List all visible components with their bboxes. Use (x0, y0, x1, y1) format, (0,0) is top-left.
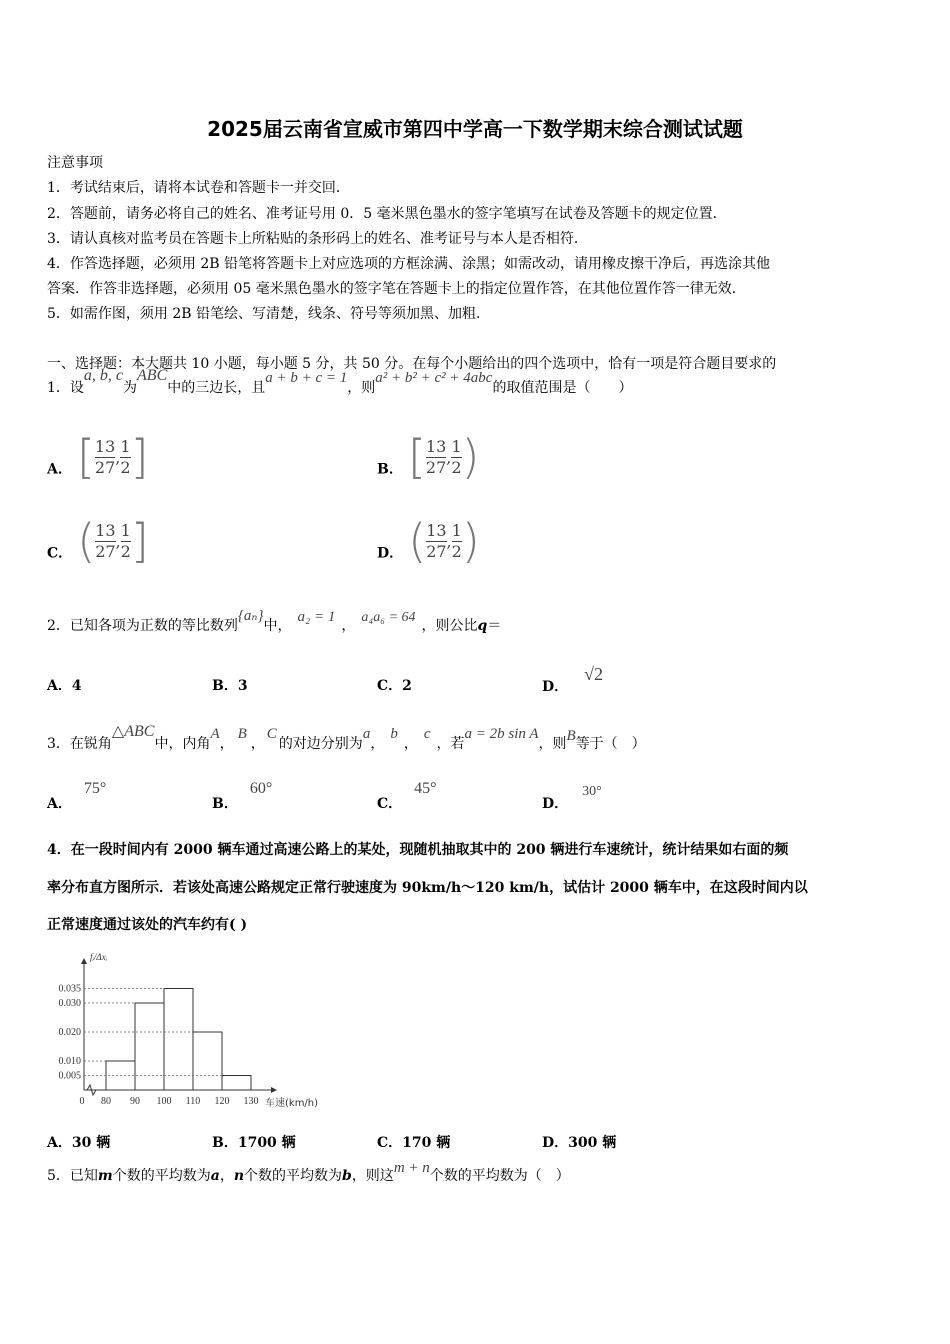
y-tick-label: 0.010 (58, 1056, 81, 1067)
option-label: A． (47, 796, 72, 812)
close-bracket: ] (130, 514, 149, 568)
q1-option-b[interactable]: B． [ $\frac{13}{27}$ , $\frac{1}{2}$ ) (377, 430, 480, 484)
q2-q: q (477, 618, 488, 634)
q3-t6: 等于（ ） (575, 736, 646, 752)
frac-den: 27 (95, 541, 116, 561)
q1-t2: 中的三边长，且 (167, 380, 266, 396)
option-value: 75° (83, 780, 107, 797)
q2-t3: ， (341, 618, 356, 634)
question-4-line2: 率分布直方图所示．若该处高速公路规定正常行驶速度为 90km/h～120 km/h，试估计 2000 辆车中，在这段时间内以 (47, 880, 808, 896)
q3-sep: ， (250, 736, 265, 752)
q2-t4: ，则公比 (421, 618, 478, 634)
frac-num: 13 (426, 520, 447, 540)
open-bracket: ( (77, 514, 96, 568)
frac-num: 1 (120, 436, 131, 456)
page-title: 2025届云南省宣威市第四中学高一下数学期末综合测试试题 (207, 117, 743, 141)
option-value: √2 (584, 664, 604, 684)
q3-condition: a = 2b sin A (464, 726, 539, 742)
frac-den: 2 (120, 541, 131, 561)
y-axis-arrow (81, 958, 87, 964)
note-item: 答案．作答非选择题，必须用 05 毫米黑色墨水的签字笔在答题卡上的指定位置作答，在其他位置作答一律无效． (47, 281, 746, 297)
x-tick-label: 80 (101, 1096, 111, 1107)
q3-b: b (390, 726, 398, 742)
frac-num: 1 (451, 436, 462, 456)
open-bracket: [ (407, 430, 426, 484)
frac-den: 2 (451, 457, 462, 477)
x-tick-label: 130 (243, 1096, 259, 1107)
q5-t3: ， (219, 1168, 234, 1184)
q2-t2: 中， (263, 618, 292, 634)
open-bracket: ( (408, 514, 427, 568)
q3-t2: 中，内角 (154, 736, 211, 752)
open-bracket: [ (76, 430, 95, 484)
q3-t4: ，若 (436, 736, 465, 752)
q1-option-a[interactable]: A． [ $\frac{13}{27}$ , $\frac{1}{2}$ ] (47, 430, 149, 484)
q5-mn: m + n (393, 1160, 430, 1176)
option-label: B． (212, 796, 238, 812)
q4-option-b[interactable]: B．1700 辆 (212, 1135, 296, 1151)
frac-den: 2 (120, 457, 131, 477)
frac-den: 2 (451, 541, 462, 561)
q3-option-c[interactable] (377, 778, 437, 812)
note-item: 4．作答选择题，必须用 2B 铅笔将答题卡上对应选项的方框涂满、涂黑；如需改动，请用橡皮擦干净后，再选涂其他 (47, 256, 770, 272)
q5-t5: ，则这 (351, 1168, 394, 1184)
q3-sep: ， (219, 736, 234, 752)
q3-option-d[interactable] (542, 780, 602, 812)
y-axis-label: fᵢ/Δxᵢ (90, 952, 108, 962)
x-axis-arrow (271, 1087, 277, 1093)
q2-option-a[interactable]: A．4 (47, 678, 82, 694)
note-item: 1．考试结束后，请将本试卷和答题卡一并交回． (47, 180, 350, 196)
frac-num: 13 (95, 520, 116, 540)
q5-m: m (97, 1168, 113, 1184)
q3-A: A (210, 726, 220, 742)
q3-sep: ， (403, 736, 418, 752)
question-3 (47, 723, 646, 753)
q3-B: B (237, 726, 247, 742)
question-1 (47, 367, 633, 397)
q5-n: n (233, 1168, 245, 1184)
q1-t1: 为 (123, 380, 138, 396)
histogram-bar (135, 1003, 164, 1090)
q3-t1: 3．在锐角 (47, 736, 112, 752)
q4-option-c[interactable]: C．170 辆 (377, 1135, 451, 1151)
option-label: D． (377, 545, 404, 562)
option-value: 60° (249, 780, 273, 797)
notes-header: 注意事项 (47, 155, 103, 171)
close-bracket: ] (130, 430, 149, 484)
q3-sep: ， (370, 736, 385, 752)
q1-abc: a, b, c (83, 367, 124, 384)
close-bracket: ) (461, 514, 480, 568)
q5-b: b (342, 1168, 352, 1184)
x-tick-label: 110 (185, 1096, 201, 1107)
q5-t2: 个数的平均数为 (112, 1168, 211, 1184)
option-label: C． (47, 545, 73, 562)
frac-den: 27 (426, 541, 447, 561)
q4-option-a[interactable]: A．30 辆 (47, 1135, 111, 1151)
q2-cond2: a₄a₆ = 64 (361, 610, 416, 625)
option-value: 30° (582, 784, 602, 799)
option-label: B． (377, 461, 403, 478)
frac-den: 27 (94, 457, 116, 477)
q2-t5: ＝ (487, 618, 502, 634)
x-tick-label: 100 (156, 1096, 172, 1107)
note-item: 3．请认真核对监考员在答题卡上所粘贴的条形码上的姓名、准考证号与本人是否相符． (47, 231, 588, 247)
q4-option-d[interactable]: D．300 辆 (542, 1135, 617, 1151)
histogram-bar (222, 1076, 251, 1091)
q3-t5: ，则 (538, 736, 567, 752)
option-label: D． (542, 679, 569, 695)
option-label: C． (377, 796, 403, 812)
q2-sequence: {aₙ} (237, 608, 264, 624)
q2-t1: 2．已知各项为正数的等比数列 (47, 618, 238, 634)
q1-t4: 的取值范围是（ ） (492, 380, 633, 396)
histogram-bar (193, 1032, 222, 1090)
question-4-line1: 4．在一段时间内有 2000 辆车通过高速公路上的某处，现随机抽取其中的 200 辆进行车速统计，统计结果如右面的频 (47, 842, 789, 858)
q5-a: a (210, 1168, 220, 1184)
q3-option-b[interactable] (212, 778, 273, 812)
q1-option-d[interactable]: D． ( $\frac{13}{27}$ , $\frac{1}{2}$ ) (377, 514, 480, 568)
note-item: 5．如需作图，须用 2B 铅笔绘、写清楚，线条、符号等须加黑、加粗． (47, 306, 491, 322)
q5-t1: 5．已知 (47, 1168, 98, 1184)
q1-triangle: ABC (137, 367, 168, 384)
note-item: 2．答题前，请务必将自己的姓名、准考证号用 0．5 毫米黑色墨水的签字笔填写在试卷及答题卡的规定位置． (47, 206, 727, 222)
option-label: D． (542, 796, 569, 812)
close-bracket: ) (461, 430, 480, 484)
q1-t3: ，则 (347, 380, 376, 396)
y-tick-label: 0.035 (58, 983, 81, 995)
question-5 (47, 1160, 570, 1185)
x-tick-label: 120 (214, 1096, 230, 1107)
q2-cond1: a₂ = 1 (297, 609, 336, 625)
q3-triangle: △ABC (111, 723, 155, 740)
q5-t6: 个数的平均数为（ ） (429, 1168, 570, 1184)
frac-den: 27 (425, 457, 447, 477)
q2-option-c[interactable]: C．2 (377, 678, 412, 694)
frac-num: 13 (94, 436, 116, 456)
y-tick-label: 0.030 (58, 998, 81, 1009)
q1-num: 1．设 (47, 380, 84, 396)
option-label: A． (47, 461, 72, 478)
option-value: 45° (414, 780, 437, 797)
y-tick-label: 0.020 (58, 1027, 81, 1038)
q5-t4: 个数的平均数为 (244, 1168, 343, 1184)
q1-option-c[interactable]: C． ( $\frac{13}{27}$ , $\frac{1}{2}$ ] (47, 514, 149, 568)
frac-num: 13 (425, 436, 447, 456)
q1-condition: a + b + c = 1 (265, 370, 348, 386)
q2-option-d[interactable] (542, 664, 604, 695)
q1-expression: a² + b² + c² + 4abc (375, 370, 493, 386)
question-2 (47, 608, 502, 635)
x-axis-label: 车速(km/h) (265, 1098, 319, 1109)
q3-a: a (362, 726, 371, 742)
q3-B-ask: B (566, 728, 576, 744)
q3-c: c (423, 726, 431, 742)
y-tick-label: 0.005 (58, 1070, 81, 1082)
frequency-histogram (40, 950, 340, 1115)
section-heading: 一、选择题：本大题共 10 小题，每小题 5 分，共 50 分。在每个小题给出的四个选项中，恰有一项是符合题目要求的 (47, 356, 777, 372)
origin-label: 0 (79, 1096, 85, 1107)
question-4-line3: 正常速度通过该处的汽车约有( ) (47, 917, 248, 933)
q3-C: C (266, 726, 277, 742)
frac-num: 1 (451, 520, 462, 540)
histogram-bar (164, 989, 193, 1091)
frac-num: 1 (120, 520, 131, 540)
q3-option-a[interactable] (47, 778, 107, 812)
q3-t3: 的对边分别为 (278, 736, 363, 752)
q2-option-b[interactable]: B．3 (212, 678, 248, 694)
x-tick-label: 90 (130, 1096, 140, 1107)
